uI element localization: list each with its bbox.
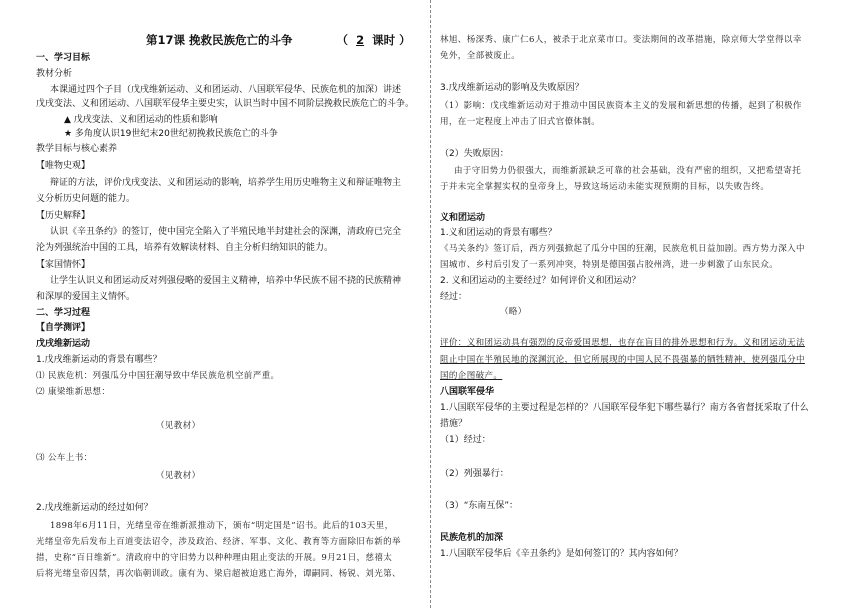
eight-nation-atrocities: （2）列强暴行： [440,469,509,479]
analysis-heading: 教材分析 [36,69,73,79]
wuxu-heading: 戊戌维新运动 [36,339,91,349]
tag-interpretation: 【历史解释】 [36,211,91,221]
failure-line-2: 于并未完全掌握实权的皇帝身上，导致这场运动未能实现预期的目标，以失败告终。 [440,182,770,192]
see-textbook-1: （见教材） [156,421,201,431]
column-divider [430,0,431,608]
boxer-process-label: 经过： [440,292,468,302]
impact-line-2: 用，在一定程度上冲击了旧式官僚体制。 [440,117,601,127]
hours-unit: 课时 ） [372,33,411,47]
section-heading-process: 二、学习过程 [36,308,91,318]
self-test-heading: 【自学测评】 [36,323,91,333]
hours-number: 2 [356,33,365,47]
eight-nation-question-1: 1.八国联军侵华的主要过程是怎样的？八国联军侵华犯下哪些暴行？南方各省督抚采取了什么 [440,403,809,413]
eight-nation-heading: 八国联军侵华 [440,387,495,397]
crisis-question-1: 1.八国联军侵华后《辛丑条约》是如何签订的？其内容如何？ [440,549,683,559]
impact-line-1: （1）影响：戊戌维新运动对于推动中国民族资本主义的发展和新思想的传播，起到了积极作 [440,101,802,111]
hours-open: （ [336,33,349,47]
lesson-title [146,34,411,46]
wuxu-answer-thought: ⑵ 康梁维新思想： [36,387,111,397]
materialism-line-1: 辩证的方法，评价戊戌变法、义和团运动的影响，培养学生用历史唯物主义和辩证唯物主 [50,178,402,188]
wuxu-answer-crisis: ⑴ 民族危机：列强瓜分中国狂潮导致中华民族危机空前严重。 [36,371,280,381]
bullet-star: ★ 多角度认识19世纪末20世纪初挽救民族危亡的斗争 [64,129,278,139]
reform-cont-1: 林旭、杨深秀、康广仁6人，被杀于北京菜市口。变法期间的改革措施，除京师大学堂得以幸 [440,35,802,45]
wuxu-question-1: 1.戊戌维新运动的背景有哪些？ [36,355,162,365]
tag-materialism: 【唯物史观】 [36,161,91,171]
reform-cont-2: 免外，全部被废止。 [440,51,521,61]
section-heading-goals: 一、学习目标 [36,53,91,63]
evaluation-line-2: 阻止中国在半殖民地的深渊沉沦，但它所展现的中国人民不畏强暴的牺牲精神，使列强瓜分中 [440,355,805,365]
materialism-line-2: 义分析历史问题的能力。 [36,194,136,204]
eight-nation-question-1b: 措施？ [440,419,468,429]
goals-heading: 教学目标与核心素养 [36,144,118,154]
reform-line-3: 措，史称“百日维新”。清政府中的守旧势力以种种理由阻止变法的开展。9月21日，慈禧太 [36,553,393,563]
boxer-question-2: 2. 义和团运动的主要经过？如何评价义和团运动？ [440,276,641,286]
reform-line-2: 光绪皇帝先后发布上百道变法诏令，涉及政治、经济、军事、文化、教育等方面除旧布新的举 [36,537,401,547]
interpretation-line-1: 认识《辛丑条约》的签订，使中国完全陷入了半殖民地半封建社会的深渊，清政府已完全 [50,227,402,237]
analysis-line-1: 本课通过四个子目（戊戌维新运动、义和团运动、八国联军侵华、民族危机的加深）讲述 [50,85,402,95]
boxer-bg-line-2: 国城市、乡村后引发了一系列冲突，特别是德国强占胶州湾，进一步刺激了山东民众。 [440,260,779,270]
patriotism-line-1: 让学生认识义和团运动反对列强侵略的爱国主义精神，培养中华民族不屈不挠的民族精神 [50,276,402,286]
analysis-line-2: 戊戌变法、义和团运动、八国联军侵华主要史实，认识当时中国不同阶层挽救民族危亡的斗争。 [36,99,415,109]
wuxu-question-3: 3.戊戌维新运动的影响及失败原因？ [440,83,584,93]
failure-heading: （2）失败原因： [440,149,509,159]
boxer-question-1: 1.义和团运动的背景有哪些？ [440,228,557,238]
tag-patriotism: 【家国情怀】 [36,260,91,270]
omitted-note: （略） [500,307,527,317]
reform-line-4: 后将光绪皇帝囚禁，再次临朝训政。康有为、梁启超被迫逃亡海外，谭嗣同、杨锐、刘光第、 [36,569,401,579]
evaluation-line-1: 评价：义和团运动具有强烈的反帝爱国思想，也存在盲目的排外思想和行为。义和团运动无法 [440,338,805,348]
failure-line-1: 由于守旧势力仍很强大，而维新派缺乏可靠的社会基础，没有严密的组织，又把希望寄托 [454,166,802,176]
southeast-mutual-protection: （3）“东南互保”： [440,501,519,511]
bullet-triangle: ▲ 戊戌变法、义和团运动的性质和影响 [64,115,218,125]
wuxu-question-2: 2.戊戌维新运动的经过如何？ [36,503,153,513]
wuxu-answer-petition: ⑶ 公车上书： [36,453,93,463]
title-text: 第17课 挽救民族危亡的斗争 [146,33,293,47]
see-textbook-2: （见教材） [156,471,201,481]
eight-nation-process: （1）经过： [440,435,491,445]
reform-line-1: 1898年6月11日，光绪皇帝在维新派推动下，颁布“明定国是”诏书。此后的103天里， [50,521,394,531]
interpretation-line-2: 沦为列强统治中国的工具，培养有效解读材料、自主分析归纳知识的能力。 [36,243,334,253]
boxer-bg-line-1: 《马关条约》签订后，西方列强掀起了瓜分中国的狂潮，民族危机日益加剧。西方势力深入中 [440,244,805,254]
boxer-heading: 义和团运动 [440,213,486,223]
patriotism-line-2: 和深厚的爱国主义情怀。 [36,292,136,302]
crisis-heading: 民族危机的加深 [440,533,504,543]
evaluation-line-3: 国的企图破产。 [440,371,503,381]
